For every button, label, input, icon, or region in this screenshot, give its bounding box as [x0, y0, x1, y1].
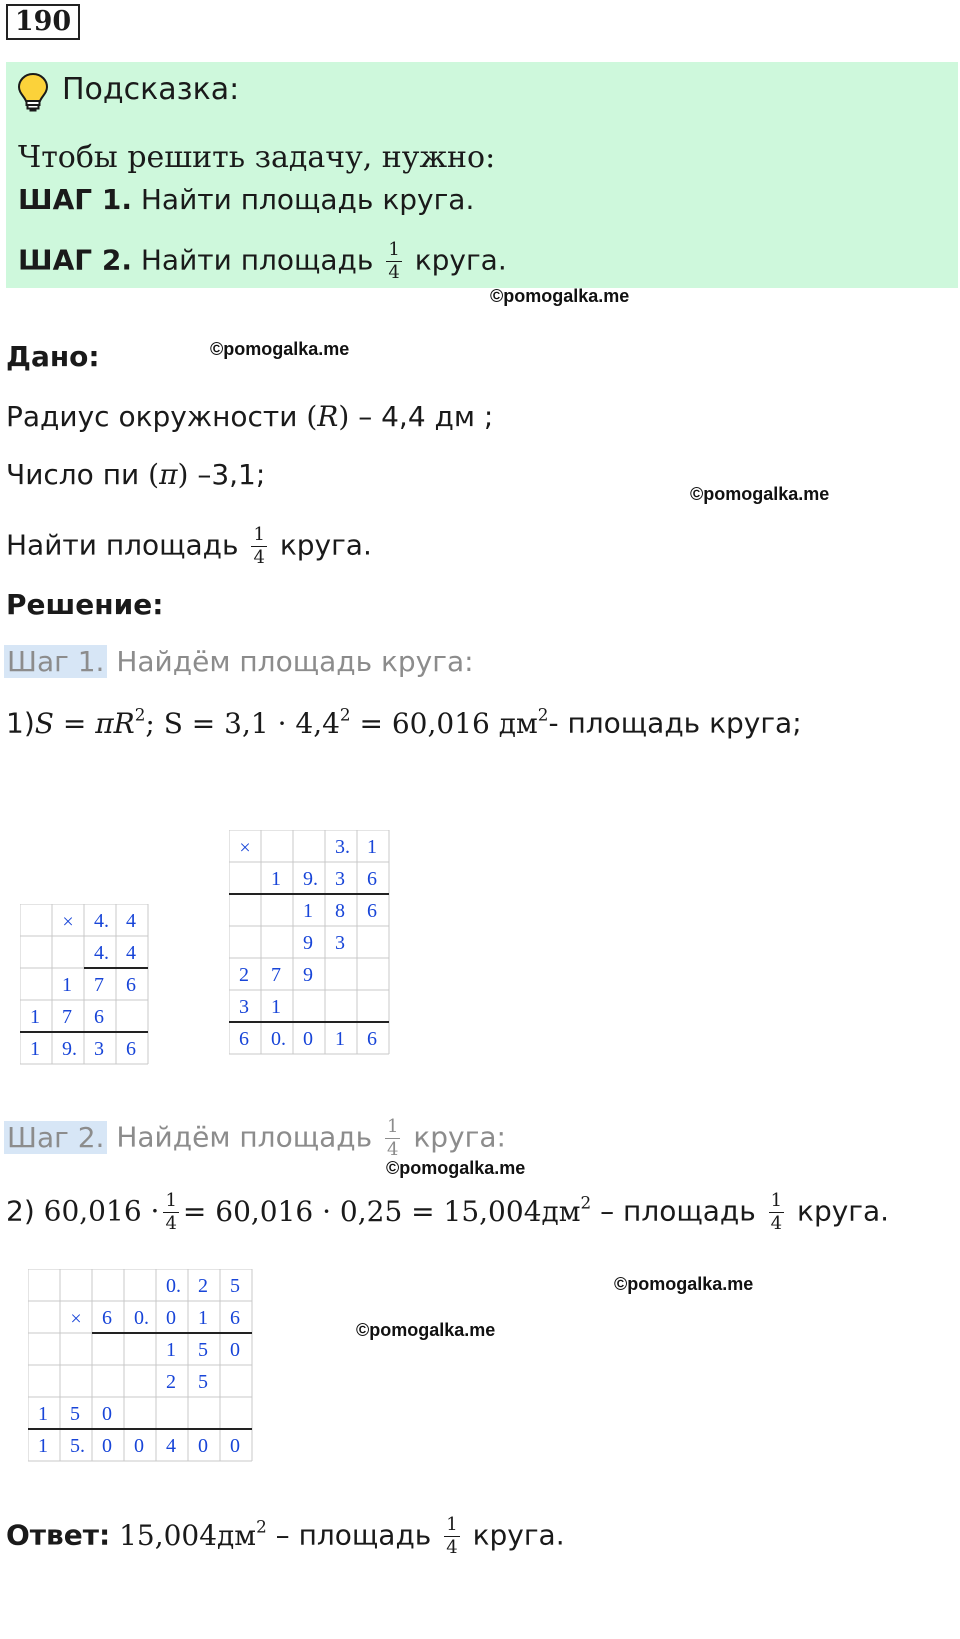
- grid-digit: 2: [166, 1371, 176, 1393]
- grid-digit: 2: [198, 1275, 208, 1297]
- grid-digit: 1: [335, 1028, 345, 1050]
- grid-digit: 1: [367, 836, 377, 858]
- pi-variable: π: [159, 458, 178, 491]
- grid-cells: [30, 910, 136, 1060]
- grid-digit: 3: [239, 996, 249, 1018]
- grid-digit: 3: [335, 932, 345, 954]
- hint-step-1-text: Найти площадь круга.: [140, 183, 475, 216]
- grid-digit: 0.: [271, 1028, 286, 1050]
- grid-digit: 2: [239, 964, 249, 986]
- grid-digit: 5: [198, 1371, 208, 1393]
- grid-digit: 0: [230, 1435, 240, 1457]
- grid-digit: 6: [94, 1006, 104, 1028]
- grid-digit: 1: [166, 1339, 176, 1361]
- grid-digit: 4: [126, 942, 136, 964]
- answer-line: Ответ: $15,004дм^2$ – площадь $\frac{1}{4}$ круга.: [6, 1514, 565, 1558]
- grid-digit: 1: [30, 1006, 40, 1028]
- hint-step-1: [18, 183, 474, 216]
- grid-digit: 8: [335, 900, 345, 922]
- step-1-text: Найдём площадь круга:: [116, 645, 474, 678]
- watermark: ©pomogalka.me: [490, 286, 630, 306]
- fraction-one-quarter: $\frac{1}{4}$: [388, 239, 400, 283]
- hint-step-2: [18, 239, 507, 284]
- answer-value: $15,004дм^2$: [119, 1515, 267, 1552]
- grid-digit: ×: [62, 911, 74, 933]
- grid-digit: 0: [230, 1339, 240, 1361]
- multiplication-grid-4-4: [20, 904, 152, 1068]
- watermark: ©pomogalka.me: [690, 484, 830, 504]
- grid-digit: 1: [38, 1403, 48, 1425]
- grid-digit: 1: [198, 1307, 208, 1329]
- grid-cells: [239, 836, 377, 1050]
- formula-line-2: 2) 60,016 · $\frac{1}{4}$ = $60,016 \cdot 0,25 = 15,004дм^2$ – площадь $\frac{1}{4}$ круга.: [6, 1190, 890, 1234]
- hint-step-2-label: ШАГ 2.: [18, 243, 132, 277]
- grid-digit: 5: [230, 1275, 240, 1297]
- answer-label: Ответ:: [6, 1518, 111, 1552]
- grid-digit: 1: [303, 900, 313, 922]
- watermark: ©pomogalka.me: [210, 339, 350, 359]
- grid-digit: 9: [303, 964, 313, 986]
- formula-line-1: $1)S = \pi R^2$; $S = 3,1 \cdot 4,4^2 = 60,016$ $дм^2-$ площадь круга;: [6, 704, 802, 740]
- fraction-one-quarter: $\frac{1}{4}$: [165, 1190, 177, 1234]
- step-1-label: Шаг 1.: [4, 645, 107, 678]
- lightbulb-icon: [14, 70, 52, 114]
- grid-digit: 1: [271, 996, 281, 1018]
- watermark: ©pomogalka.me: [614, 1274, 754, 1294]
- grid-lines: [28, 1269, 252, 1461]
- fraction-one-quarter: $\frac{1}{4}$: [770, 1190, 783, 1234]
- multiplication-grid-60-016: [28, 1269, 256, 1465]
- grid-digit: 0: [166, 1307, 176, 1329]
- grid-digit: 6: [367, 900, 377, 922]
- step-2-text: Найдём площадь: [116, 1120, 373, 1154]
- grid-digit: 9.: [303, 868, 318, 890]
- grid-digit: ×: [70, 1308, 82, 1330]
- hint-step-1-label: ШАГ 1.: [18, 183, 132, 216]
- grid-digit: 0: [134, 1435, 144, 1457]
- multiplication-grid-19-36: [229, 830, 393, 1058]
- watermark: ©pomogalka.me: [386, 1158, 526, 1178]
- given-find: Найти площадь $\frac{1}{4}$ круга.: [6, 524, 372, 568]
- grid-digit: 1: [271, 868, 281, 890]
- fraction-one-quarter: $\frac{1}{4}$: [446, 1514, 458, 1558]
- solution-step-2: [4, 1116, 506, 1161]
- solution-heading: Решение:: [6, 588, 164, 621]
- grid-digit: 3.: [335, 836, 350, 858]
- grid-digit: 3: [335, 868, 345, 890]
- grid-digit: 0: [102, 1403, 112, 1425]
- grid-digit: 4.: [94, 910, 109, 932]
- step-2-label: Шаг 2.: [4, 1121, 107, 1154]
- grid-digit: 4: [166, 1435, 176, 1457]
- given-radius: Радиус окружности (R) – 4,4 дм ;: [6, 400, 494, 433]
- grid-digit: 0.: [134, 1307, 149, 1329]
- given-heading: Дано:: [6, 340, 100, 373]
- grid-digit: 1: [38, 1435, 48, 1457]
- grid-digit: 0: [303, 1028, 313, 1050]
- grid-digit: 9: [303, 932, 313, 954]
- grid-digit: 7: [271, 964, 281, 986]
- grid-digit: 6: [126, 974, 136, 996]
- grid-digit: 4: [126, 910, 136, 932]
- grid-digit: 6: [126, 1038, 136, 1060]
- grid-underlines: [28, 1333, 252, 1429]
- grid-digit: ×: [239, 837, 251, 859]
- radius-variable: R: [317, 400, 339, 433]
- grid-digit: 5.: [70, 1435, 85, 1457]
- grid-digit: 5: [198, 1339, 208, 1361]
- grid-digit: 4.: [94, 942, 109, 964]
- task-number: 190: [6, 4, 80, 40]
- grid-digit: 0: [198, 1435, 208, 1457]
- grid-digit: 5: [70, 1403, 80, 1425]
- solution-step-1: [4, 645, 474, 678]
- grid-digit: 7: [62, 1006, 72, 1028]
- grid-digit: 6: [102, 1307, 112, 1329]
- grid-digit: 6: [367, 868, 377, 890]
- grid-digit: 1: [30, 1038, 40, 1060]
- grid-digit: 9.: [62, 1038, 77, 1060]
- grid-digit: 3: [94, 1038, 104, 1060]
- hint-step-2-text-end: круга.: [414, 243, 507, 277]
- watermark: ©pomogalka.me: [356, 1320, 496, 1340]
- fraction-one-quarter: $\frac{1}{4}$: [387, 1116, 399, 1160]
- hint-step-2-text: Найти площадь: [140, 243, 374, 277]
- fraction-one-quarter: $\frac{1}{4}$: [253, 524, 265, 568]
- grid-digit: 0.: [166, 1275, 181, 1297]
- area-formula: S = πR: [34, 706, 135, 740]
- grid-digit: 6: [367, 1028, 377, 1050]
- grid-digit: 6: [230, 1307, 240, 1329]
- hint-title: Подсказка:: [62, 72, 240, 107]
- grid-digit: 7: [94, 974, 104, 996]
- step-2-text-end: круга:: [413, 1120, 506, 1154]
- grid-digit: 6: [239, 1028, 249, 1050]
- grid-digit: 0: [102, 1435, 112, 1457]
- hint-intro: Чтобы решить задачу, нужно:: [18, 140, 496, 175]
- grid-digit: 1: [62, 974, 72, 996]
- given-pi: Число пи (π) –3,1;: [6, 458, 266, 491]
